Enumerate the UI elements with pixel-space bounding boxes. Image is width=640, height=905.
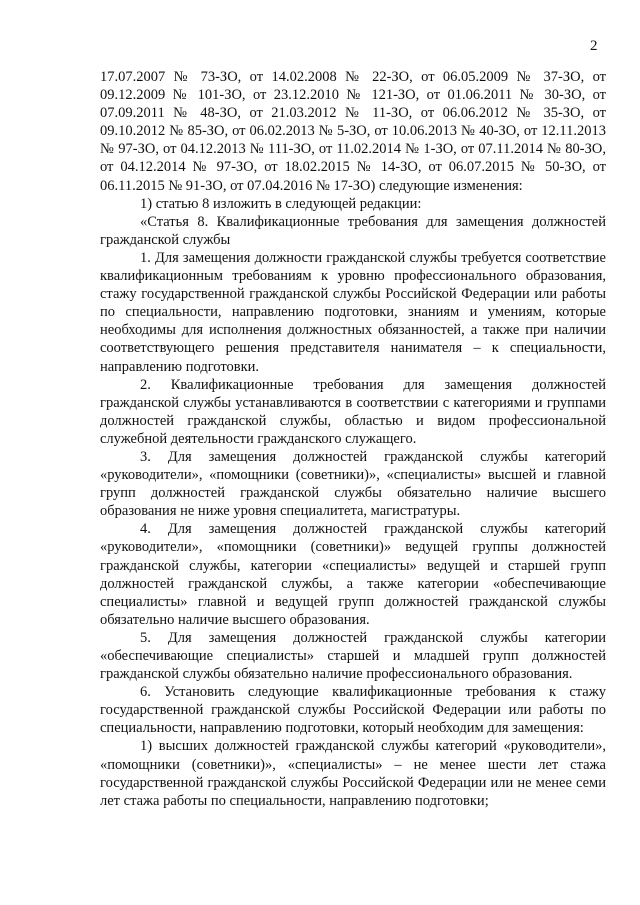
- paragraph-clause-2: 2. Квалификационные требования для замещения должностей гражданской службы устанавливаются в соответствии с категориями и группами должностей гражданской службы, областью и видом профессиональной служебной деятельности гражданского служащего.: [100, 376, 606, 447]
- paragraph-clause-1: 1. Для замещения должности гражданской службы требуется соответствие квалификационным требованиям к уровню профессионального образования, стажу государственной гражданской службы Российской Федерации или работы по специальности, направлению подготовки, знаниям и умениям, которые необходимы для исполнения должностных обязанностей, а также при наличии соответствующего решения представителя нанимателя – к специальности, направлению подготовки.: [100, 249, 606, 375]
- paragraph-clause-4: 4. Для замещения должностей гражданской службы категорий «руководители», «помощники (советники)» ведущей группы должностей гражданской службы, категории «специалисты» ведущей и старшей групп должностей гражданской службы, а также категории «обеспечивающие специалисты» главной и ведущей групп должностей гражданской службы обязательно наличие высшего образования.: [100, 521, 606, 628]
- paragraph-amended-laws-list: 17.07.2007 № 73-ЗО, от 14.02.2008 № 22-ЗО, от 06.05.2009 № 37-ЗО, от 09.12.2009 № 101-ЗО, от 23.12.2010 № 121-ЗО, от 01.06.2011 № 30-ЗО, от 07.09.2011 № 48-ЗО, от 21.03.2012 № 11-ЗО, от 06.06.2012 № 35-ЗО, от 09.10.2012 № 85-ЗО, от 06.02.2013 № 5-ЗО, от 10.06.2013 № 40-ЗО, от 12.11.2013 № 97-ЗО, от 04.12.2013 № 111-ЗО, от 11.02.2014 № 1-ЗО, от 07.11.2014 № 80-ЗО, от 04.12.2014 № 97-ЗО, от 18.02.2015 № 14-ЗО, от 06.07.2015 № 50-ЗО, от 06.11.2015 № 91-ЗО, от 07.04.2016 № 17-ЗО) следующие изменения:: [100, 69, 606, 194]
- paragraph-clause-5: 5. Для замещения должностей гражданской службы категории «обеспечивающие специалисты» старшей и младшей групп должностей гражданской службы обязательно наличие профессионального образования.: [100, 629, 606, 683]
- paragraph-article-8-heading: «Статья 8. Квалификационные требования для замещения должностей гражданской службы: [100, 213, 606, 248]
- paragraph-clause-6: 6. Установить следующие квалификационные требования к стажу государственной гражданской службы Российской Федерации или работы по специальности, направлению подготовки, который необходим для замещения:: [100, 684, 606, 737]
- paragraph-clause-6-item-1: 1) высших должностей гражданской службы категорий «руководители», «помощники (советники)», «специалисты» – не менее шести лет стажа государственной гражданской службы Российской Федерации или не менее семи лет стажа работы по специальности, направлению подготовки;: [100, 738, 606, 809]
- paragraph-clause-3: 3. Для замещения должностей гражданской службы категорий «руководители», «помощники (советники)», «специалисты» высшей и главной групп должностей гражданской службы обязательно наличие высшего образования не ниже уровня специалитета, магистратуры.: [100, 448, 606, 520]
- document-body: [100, 68, 606, 810]
- page-number: 2: [590, 38, 598, 54]
- paragraph-item-1-intro: 1) статью 8 изложить в следующей редакции:: [140, 195, 422, 212]
